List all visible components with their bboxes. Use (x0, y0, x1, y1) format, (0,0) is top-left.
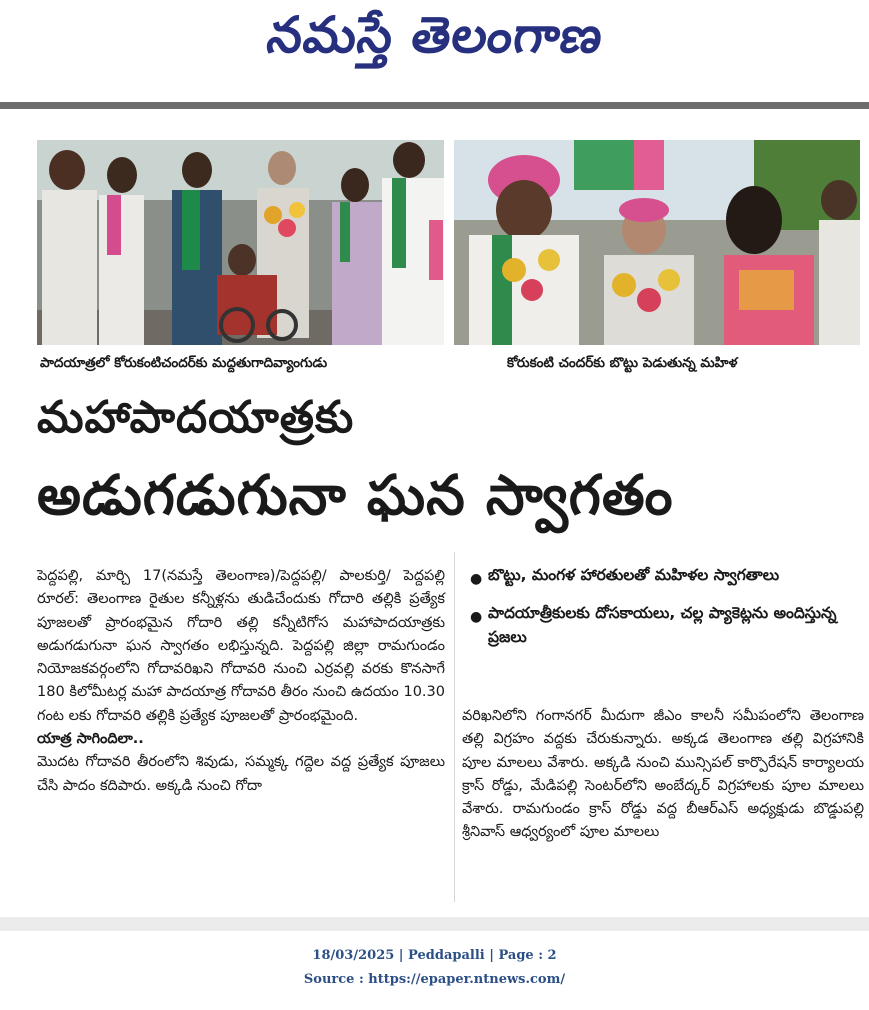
highlight-bullet-2 (468, 601, 863, 649)
clipped-next-article-strip (0, 917, 869, 931)
highlight-bullet-2-text: పాదయాత్రీకులకు దోసకాయలు, చల్ల ప్యాకెట్లను అందిస్తున్న ప్రజలు (488, 604, 837, 646)
bullet-dot-icon: ● (470, 571, 483, 587)
highlight-bullets (468, 563, 863, 663)
headline-line-1: మహాపాదయాత్రకు (37, 392, 355, 443)
article-column-right (462, 705, 864, 845)
footer-edition-info: 18/03/2025 | Peddapalli | Page : 2 (312, 948, 557, 963)
photo-caption-right: కోరుకంటి చందర్‌కు బొట్టు పెడుతున్న మహిళ (507, 355, 738, 371)
photo-caption-left: పాదయాత్రలో కోరుకంటిచందర్‌కు మద్దతుగాదివ్యాంగుడు (40, 355, 328, 371)
footer-source-link[interactable]: Source : https://epaper.ntnews.com/ (303, 972, 566, 987)
newspaper-title: నమస్తే తెలంగాణ (263, 6, 608, 64)
highlight-bullet-1 (468, 563, 863, 587)
column-divider (454, 552, 455, 902)
article-subhead: యాత్ర సాగిందిలా.. (37, 731, 144, 748)
masthead (0, 0, 869, 100)
photo-rally-supporter (37, 140, 444, 345)
highlight-bullet-1-text: బొట్టు, మంగళ హారతులతో మహిళల స్వాగతాలు (488, 566, 780, 584)
masthead-rule (0, 102, 869, 109)
article-paragraph-1: పెద్దపల్లి, మార్చి 17(నమస్తే తెలంగాణ)/పెద్దపల్లి/ పాలకుర్తి/ పెద్దపల్లి రూరల్: తెలంగాణ రైతుల కన్నీళ్లను తుడిచేందుకు గోదారి తల్లికి ప్రత్యేక పూజలతో ప్రారంభమైన గోదారి తల్లి కన్నీటిగోస మహాపాదయాత్రకు అడుగడుగునా ఘన స్వాగతం లభిస్తున్నది. పెద్దపల్లి జిల్లా రామగుండం నియోజకవర్గంలోని గోదావరిఖని గోదావరి నుంచి ఎర్రవల్లి వరకు కొనసాగే 180 కిలోమీటర్ల మహా పాదయాత్ర గోదావరి తీరం నుంచి ఉదయం 10.30 గంట లకు గోదావరి తల్లికి ప్రత్యేక పూజలతో ప్రారంభమైంది. (37, 568, 445, 724)
bullet-dot-icon: ● (470, 609, 483, 625)
article-paragraph-2: మొదట గోదావరి తీరంలోని శివుడు, సమ్మక్క గద్దెల వద్ద ప్రత్యేక పూజలు చేసి పాదం కదిపారు. అక్కడి నుంచి గోదా (37, 754, 445, 794)
article-column-left (37, 565, 445, 798)
article-paragraph-3: వరిఖనిలోని గంగానగర్ మీదుగా జీఎం కాలనీ సమీపంలోని తెలంగాణ తల్లి విగ్రహం వద్దకు చేరుకున్నారు. అక్కడ తెలంగాణ తల్లి విగ్రహానికి పూల మాలలు వేశారు. అక్కడి నుంచి మున్సిపల్ కార్పొరేషన్ కార్యాలయ క్రాస్ రోడ్డు, మేడిపల్లి సెంటర్‌లోని అంబేద్కర్ విగ్రహాలకు పూల మాలలు వేశారు. రామగుండం క్రాస్ రోడ్డు వద్ద బీఆర్ఎస్ అధ్యక్షుడు బొడ్డుపల్లి శ్రీనివాస్ ఆధ్వర్యంలో పూల మాలలు (462, 708, 864, 841)
headline-line-2: అడుగడుగునా ఘన స్వాగతం (37, 463, 674, 527)
photo-woman-applying-tilak (454, 140, 860, 345)
